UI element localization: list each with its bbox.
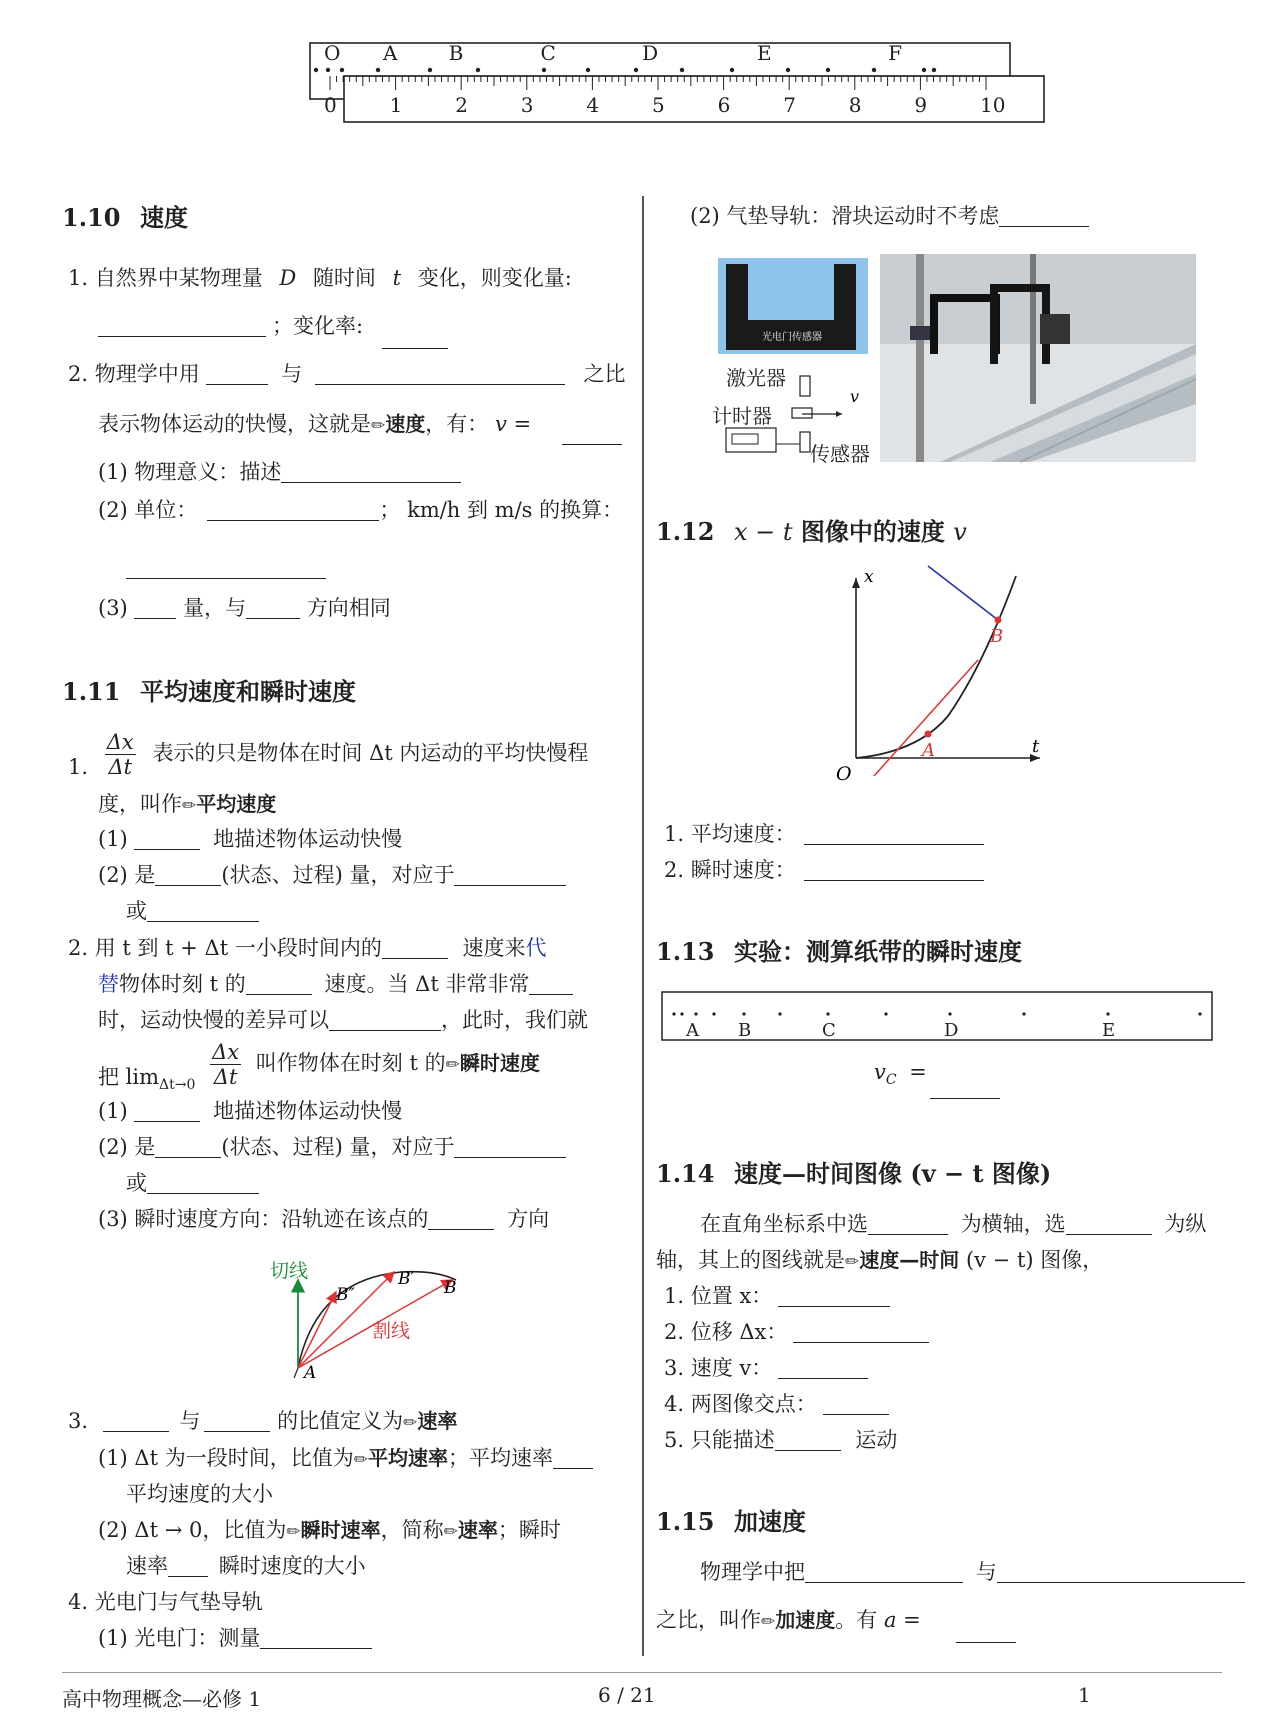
section-1-12 [656, 512, 967, 547]
blank-field[interactable] [804, 824, 984, 845]
s111-c1: (1) Δt 为一段时间，比值为✏平均速率；平均速率 [98, 1442, 593, 1472]
blank-field[interactable] [775, 1430, 841, 1451]
s114-l3: 3. 速度 v： [664, 1352, 868, 1382]
svg-text:E: E [1102, 1020, 1116, 1041]
s114-para: 在直角坐标系中选 为横轴，选 为纵 [700, 1212, 1207, 1236]
blank-field[interactable] [805, 1562, 963, 1583]
blank-field[interactable] [454, 1137, 566, 1158]
svg-text:v: v [850, 387, 860, 406]
blank-field[interactable] [134, 829, 200, 850]
s110-item2: 2. 物理学中用 与 之比 [68, 362, 626, 386]
tape-dot [314, 68, 318, 72]
tape-dot [872, 68, 876, 72]
tangent-label: 切线 [270, 1260, 309, 1282]
svg-text:O: O [836, 763, 852, 785]
s110-p2: (2) 单位： ； km/h 到 m/s 的换算： [98, 498, 624, 522]
s110-item1: 1. 自然界中某物理量 D 随时间 t 变化，则变化量: [68, 266, 572, 290]
tape-dot [634, 68, 638, 72]
s111-item1-cont: 度，叫作✏平均速度 [98, 792, 277, 816]
footer-title: 高中物理概念—必修 1 [62, 1687, 262, 1711]
s112-q2: 2. 瞬时速度： [664, 854, 984, 884]
blank-field[interactable] [246, 598, 300, 619]
ruler-number: 4 [586, 93, 600, 117]
pencil-icon: ✏ [845, 1252, 860, 1272]
s111-item4: 4. 光电门与气垫导轨 [68, 1590, 263, 1614]
page-number: 6 / 21 [598, 1683, 656, 1707]
pencil-icon: ✏ [445, 1055, 460, 1075]
blank-field[interactable] [98, 316, 266, 337]
blank-field[interactable] [778, 1286, 890, 1307]
blank-field[interactable] [103, 1411, 169, 1432]
svg-text:D: D [944, 1020, 959, 1041]
x-t-graph [818, 566, 1048, 786]
blank-field[interactable] [147, 901, 259, 922]
s111-b1: (1) 地描述物体运动快慢 [98, 1099, 403, 1123]
blank-field[interactable] [206, 364, 268, 385]
svg-text:A: A [686, 1020, 699, 1041]
secant-label: 割线 [372, 1320, 411, 1342]
s111-b3: (3) 瞬时速度方向：沿轨迹在该点的 方向 [98, 1207, 550, 1231]
pencil-icon: ✏ [443, 1522, 458, 1542]
section-1-13 [656, 932, 1022, 967]
s111-c1-cont: 平均速度的大小 [126, 1482, 273, 1506]
tape-dot [826, 68, 830, 72]
svg-text:B: B [990, 626, 1004, 647]
s111-item2: 2. 用 t 到 t + Δt 一小段时间内的 速度来代 [68, 936, 547, 960]
blank-field[interactable] [315, 364, 565, 385]
paper-tape-figure [660, 990, 1216, 1046]
svg-text:A: A [922, 740, 935, 761]
point-label: A [304, 1363, 317, 1383]
s114-para-cont: 轴，其上的图线就是✏速度—时间 (v − t) 图像， [656, 1248, 1104, 1272]
s112-q1: 1. 平均速度： [664, 818, 984, 848]
section-1-14 [656, 1154, 1051, 1189]
blank-field[interactable] [804, 860, 984, 881]
column-divider [642, 196, 644, 1656]
s110-p3: (3) 量，与 方向相同 [98, 596, 391, 620]
blank-field[interactable] [281, 462, 461, 483]
blank-field[interactable] [134, 598, 176, 619]
sensor-label: 传感器 [810, 442, 870, 466]
s114-l5: 5. 只能描述 运动 [664, 1428, 898, 1452]
pencil-icon: ✏ [353, 1450, 368, 1470]
s111-a2: (2) 是 (状态、过程) 量，对应于 [98, 859, 566, 889]
svg-text:B: B [738, 1020, 752, 1041]
s111-item2-cont1: 替物体时刻 t 的 速度。当 Δt 非常非常 [98, 968, 573, 998]
section-heading: 1.14 速度—时间图像 (v − t 图像) [656, 1159, 1052, 1188]
blank-field[interactable] [126, 558, 326, 579]
blank-field[interactable] [260, 1628, 372, 1649]
blank-field[interactable] [868, 1214, 948, 1235]
svg-text:C: C [822, 1020, 836, 1041]
point-label: B′ [398, 1269, 415, 1289]
tape-dot [730, 68, 734, 72]
tape-dot [326, 68, 330, 72]
tape-dot [932, 68, 936, 72]
svg-text:光电门传感器: 光电门传感器 [762, 332, 822, 343]
section-heading: 1.11 平均速度和瞬时速度 [62, 677, 356, 706]
s111-b2: (2) 是 (状态、过程) 量，对应于 [98, 1131, 566, 1161]
tape-dot [476, 68, 480, 72]
blank-field[interactable] [562, 424, 622, 445]
section-1-10 [62, 198, 188, 233]
blank-field[interactable] [147, 1173, 259, 1194]
blank-field[interactable] [207, 500, 379, 521]
blank-field[interactable] [956, 1622, 1016, 1643]
tape-point-label: C [540, 41, 556, 65]
tape-point-label: O [324, 41, 341, 65]
photogate-sensor-illustration [712, 256, 872, 356]
blank-field[interactable] [793, 1322, 929, 1343]
blank-field[interactable] [930, 1078, 1000, 1099]
blank-field[interactable] [382, 328, 448, 349]
ruler-number: 10 [980, 93, 1006, 117]
photogate-schematic [722, 372, 872, 462]
tape-point-label: A [383, 41, 398, 65]
blank-field[interactable] [778, 1358, 868, 1379]
air-track-photo [880, 254, 1196, 462]
tape-point-label: F [888, 41, 903, 65]
ruler-number: 0 [324, 93, 337, 117]
section-heading: 1.15 加速度 [656, 1507, 806, 1536]
s114-l2: 2. 位移 Δx： [664, 1316, 929, 1346]
tape-dot [428, 68, 432, 72]
s115-para: 物理学中把 与 [700, 1556, 1245, 1586]
s111-c2-cont: 速率 瞬时速度的大小 [126, 1554, 366, 1578]
ruler-number: 9 [914, 93, 928, 117]
s115-para-cont: 之比，叫作✏加速度。有 a = [656, 1608, 921, 1632]
ruler-number: 2 [455, 93, 468, 117]
blank-field[interactable] [999, 206, 1089, 227]
pencil-icon: ✏ [761, 1612, 776, 1632]
s114-l1: 1. 位置 x： [664, 1280, 890, 1310]
timer-label: 计时器 [712, 404, 772, 428]
fraction: $\frac{\Delta x}{\Delta t}$ [106, 730, 134, 779]
blank-field[interactable] [454, 865, 566, 886]
blank-field[interactable] [134, 1101, 200, 1122]
point-label: B [444, 1278, 457, 1298]
point-label: B″ [336, 1285, 355, 1305]
s111-item2-cont2: 时，运动快慢的差异可以 ，此时，我们就 [98, 1008, 588, 1032]
tape-point-label: B [448, 41, 464, 65]
section-heading: 1.12 x − t 图像中的速度 v [656, 517, 967, 546]
ruler-number: 8 [848, 93, 862, 117]
s110-item2-cont: 表示物体运动的快慢，这就是✏速度，有： v = [98, 412, 532, 436]
vc-formula: $v_C$ = [874, 1060, 927, 1089]
tangent-secant-figure [270, 1250, 486, 1383]
blank-field[interactable] [428, 1209, 494, 1230]
footer-right-number: 1 [1078, 1683, 1091, 1707]
pencil-icon: ✏ [182, 796, 197, 816]
blank-field[interactable] [204, 1411, 270, 1432]
blank-field[interactable] [823, 1394, 889, 1415]
section-1-15 [656, 1502, 806, 1537]
section-1-11 [62, 672, 356, 707]
laser-label: 激光器 [726, 366, 786, 390]
s111-item1: 1. $\frac{\Delta x}{\Delta t}$ 表示的只是物体在时间 Δt 内运动的平均快慢程 [68, 730, 589, 779]
blank-field[interactable] [155, 1137, 221, 1158]
s110-p1: (1) 物理意义：描述 [98, 456, 461, 486]
blank-field[interactable] [529, 974, 573, 995]
section-heading: 1.10 速度 [62, 203, 188, 232]
ruler-number: 5 [652, 93, 665, 117]
tape-dot [340, 68, 344, 72]
footer-rule [62, 1672, 1222, 1673]
s111-a2-cont: 或 [126, 895, 259, 925]
svg-text:x: x [864, 567, 874, 587]
blank-field[interactable] [329, 1010, 441, 1031]
pencil-icon: ✏ [286, 1522, 301, 1542]
tape-dot [680, 68, 684, 72]
blank-field[interactable] [997, 1562, 1245, 1583]
tape-dot [376, 68, 380, 72]
ruler-number: 3 [520, 93, 534, 117]
tape-dot [542, 68, 546, 72]
s111-item3: 3. 与 的比值定义为✏速率 [68, 1409, 458, 1433]
blank-field[interactable] [168, 1556, 208, 1577]
blank-field[interactable] [1066, 1214, 1152, 1235]
tape-dot [586, 68, 590, 72]
s114-l4: 4. 两图像交点： [664, 1388, 889, 1418]
svg-text:t: t [1032, 736, 1040, 757]
blank-field[interactable] [155, 865, 221, 886]
ruler-number: 6 [717, 93, 731, 117]
s111-b2-cont: 或 [126, 1167, 259, 1197]
tape-point-label: E [756, 41, 772, 65]
blank-field[interactable] [553, 1448, 593, 1469]
tape-dot [786, 68, 790, 72]
blank-field[interactable] [246, 974, 312, 995]
tape-dot [922, 68, 926, 72]
pencil-icon: ✏ [371, 416, 386, 436]
s111-c2: (2) Δt → 0，比值为✏瞬时速率，简称✏速率；瞬时 [98, 1518, 561, 1542]
ruler-figure [308, 40, 1048, 126]
pencil-icon: ✏ [403, 1413, 418, 1433]
ruler-number: 1 [389, 93, 403, 117]
tape-point-label: D [642, 41, 659, 65]
fraction: $\frac{\Delta x}{\Delta t}$ [212, 1040, 240, 1089]
s111-item2-cont3: 把 $\lim_{\Delta t\to 0}$ $\frac{\Delta x}{\Delta t}$ 叫作物体在时刻 t 的✏瞬时速度 [98, 1040, 540, 1094]
blank-field[interactable] [382, 938, 448, 959]
s111-d1: (1) 光电门：测量 [98, 1622, 372, 1652]
ruler-number: 7 [783, 93, 796, 117]
s111-a1: (1) 地描述物体运动快慢 [98, 827, 403, 851]
s110-item1-cont: ；变化率: [98, 310, 448, 349]
section-heading: 1.13 实验：测算纸带的瞬时速度 [656, 937, 1022, 966]
s111-d2: (2) 气垫导轨：滑块运动时不考虑 [690, 200, 1089, 230]
